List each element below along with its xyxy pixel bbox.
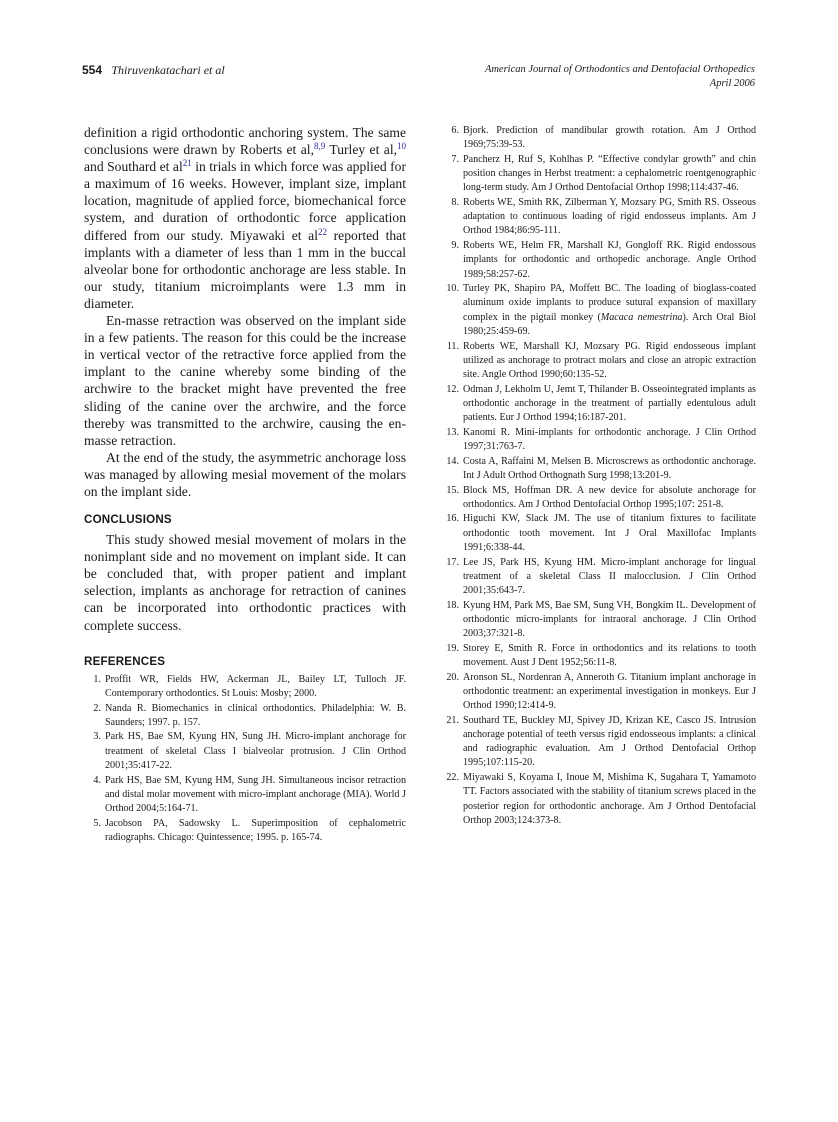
reference-number: 1. bbox=[93, 673, 101, 685]
citation-link[interactable]: 22 bbox=[318, 226, 327, 237]
discussion-paragraph-2: En-masse retraction was observed on the implant side in a few patients. The reason for this could be the increase in vertical vector of the retractive force applied from the implant to the canine whereby some binding of the archwire to the bracket might have prevented the free sliding of the canine over the archwire, and the force thereby was transmitted to the archwire, causing the en-masse retraction. bbox=[84, 313, 406, 448]
reference-number: 2. bbox=[93, 702, 101, 714]
text-run: Turley et al, bbox=[325, 142, 397, 158]
running-author: Thiruvenkatachari et al bbox=[111, 63, 225, 77]
reference-item bbox=[441, 512, 756, 555]
reference-item bbox=[441, 124, 756, 152]
header-right bbox=[485, 63, 755, 91]
reference-number: 8. bbox=[451, 197, 459, 209]
header-left bbox=[82, 63, 225, 78]
reference-text: Lee JS, Park HS, Kyung HM. Micro-implant anchorage for lingual treatment of a skeletal Class II malocclusion. J Clin Orthod 2001;35:643-7. bbox=[463, 556, 756, 596]
reference-text: Higuchi KW, Slack JM. The use of titanium fixtures to facilitate orthodontic tooth movement. Int J Oral Maxillofac Implants 1991;6:338-44. bbox=[463, 513, 756, 553]
reference-text: Turley PK, Shapiro PA, Moffett BC. The loading of bioglass-coated aluminum oxide implants to produce sutural expansion of maxillary complex in the pigtail monkey ( bbox=[463, 283, 756, 323]
citation-link[interactable]: 8,9 bbox=[313, 141, 326, 152]
reference-item bbox=[441, 426, 756, 454]
reference-number: 13. bbox=[446, 426, 459, 438]
citation-link[interactable]: 10 bbox=[397, 141, 406, 152]
reference-number: 14. bbox=[446, 455, 459, 467]
discussion-paragraph-3: At the end of the study, the asymmetric anchorage loss was managed by allowing mesial movement of the molars on the implant side. bbox=[84, 449, 406, 499]
reference-text: Park HS, Bae SM, Kyung HM, Sung JH. Simultaneous incisor retraction and distal molar movement with micro-implant anchorage (MIA). World J Orthod 2004;5:164-71. bbox=[105, 774, 406, 814]
reference-number: 4. bbox=[93, 774, 101, 786]
reference-item bbox=[84, 702, 406, 730]
reference-number: 22. bbox=[446, 772, 459, 784]
reference-list-left bbox=[84, 673, 406, 845]
text-run: and Southard et al bbox=[84, 159, 183, 175]
reference-number: 15. bbox=[446, 484, 459, 496]
reference-text: Park HS, Bae SM, Kyung HN, Sung JH. Micro-implant anchorage for treatment of skeletal Class I bialveolar protrusion. J Clin Orthod 2001;35:417-22. bbox=[105, 731, 406, 771]
species-name: Macaca nemestrina bbox=[600, 311, 683, 323]
reference-text: Miyawaki S, Koyama I, Inoue M, Mishima K, Sugahara T, Yamamoto TT. Factors associated with the stability of titanium screws placed in the posterior region for orthodontic anchorage. Am J Orthod Dentofacial Orthop 2003;124:373-8. bbox=[463, 772, 756, 826]
conclusions-heading: CONCLUSIONS bbox=[84, 513, 172, 527]
reference-item bbox=[441, 771, 756, 828]
reference-text: Kyung HM, Park MS, Bae SM, Sung VH, Bongkim IL. Development of orthodontic micro-implants for intraoral anchorage. J Clin Orthod 2003;37:321-8. bbox=[463, 599, 756, 640]
reference-text: Roberts WE, Marshall KJ, Mozsary PG. Rigid endosseous implant utilized as anchorage to protract molars and close an atropic extraction site. Angle Orthod 1990;60:135-52. bbox=[463, 340, 756, 380]
citation-link[interactable]: 21 bbox=[182, 158, 192, 169]
journal-title: American Journal of Orthodontics and Dentofacial Orthopedics bbox=[484, 64, 755, 75]
reference-item bbox=[441, 455, 756, 483]
reference-number: 7. bbox=[451, 153, 459, 165]
reference-number: 21. bbox=[446, 714, 459, 726]
reference-number: 6. bbox=[451, 125, 459, 136]
reference-text: Costa A, Raffaini M, Melsen B. Microscrews as orthodontic anchorage. Int J Adult Orthod Orthognath Surg 1998;13:201-9. bbox=[463, 455, 756, 481]
reference-text: Nanda R. Biomechanics in clinical orthodontics. Philadelphia: W. B. Saunders; 1997. p. 157. bbox=[105, 702, 406, 728]
reference-item bbox=[441, 282, 756, 339]
reference-text: Storey E, Smith R. Force in orthodontics and its relations to tooth movement. Aust J Dent 1952;56:11-8. bbox=[463, 642, 756, 669]
reference-number: 12. bbox=[446, 383, 459, 395]
reference-item bbox=[441, 671, 756, 714]
reference-number: 10. bbox=[446, 283, 459, 295]
reference-number: 16. bbox=[446, 513, 459, 525]
reference-item bbox=[84, 673, 406, 701]
page-number: 554 bbox=[82, 63, 103, 77]
references-heading: REFERENCES bbox=[84, 654, 166, 668]
reference-item bbox=[441, 642, 756, 670]
reference-text: Jacobson PA, Sadowsky L. Superimposition of cephalometric radiographs. Chicago: Quintessence; 1995. p. 165-74. bbox=[105, 817, 406, 843]
reference-number: 18. bbox=[446, 599, 459, 611]
text-run: definition a rigid orthodontic anchoring system. The same conclusions were drawn by Roberts et al, bbox=[84, 125, 406, 158]
issue-date: April 2006 bbox=[709, 78, 755, 89]
reference-text: Kanomi R. Mini-implants for orthodontic anchorage. J Clin Orthod 1997;31:763-7. bbox=[463, 426, 756, 452]
reference-number: 9. bbox=[451, 240, 459, 252]
discussion-paragraph-1 bbox=[84, 124, 406, 312]
text-run: reported that implants with a diameter of less than 1 mm in the buccal alveolar bone for orthodontic anchorage are less stable. In our study, titanium microimplants were 1.3 mm in diameter. bbox=[84, 227, 406, 311]
reference-item bbox=[441, 714, 756, 771]
reference-text: Bjork. Prediction of mandibular growth rotation. Am J Orthod 1969;75:39-53. bbox=[463, 125, 756, 151]
reference-text: Odman J, Lekholm U, Jemt T, Thilander B. Osseointegrated implants as orthodontic anchorage in the treatment of partially edentulous adult patients. Eur J Orthod 1994;16:187-201. bbox=[463, 383, 756, 424]
reference-item bbox=[441, 340, 756, 383]
reference-item bbox=[84, 817, 406, 845]
reference-list-right bbox=[441, 124, 756, 828]
reference-item bbox=[441, 383, 756, 426]
reference-item bbox=[441, 153, 756, 196]
reference-item bbox=[441, 556, 756, 599]
reference-text: ). Arch Oral Biol 1980;25:459-69. bbox=[463, 311, 756, 337]
reference-text: Proffit WR, Fields HW, Ackerman JL, Bailey LT, Tulloch JF. Contemporary orthodontics. St Louis: Mosby; 2000. bbox=[105, 673, 406, 699]
right-column bbox=[441, 124, 756, 828]
text-run: in trials in which force was applied for a maximum of 16 weeks. However, implant size, implant location, magnitude of applied force, biomechanical force system, and duration of orthodontic force application differed from our study. Miyawaki et al bbox=[84, 159, 406, 243]
reference-number: 20. bbox=[446, 671, 459, 683]
reference-item bbox=[84, 774, 406, 817]
reference-item bbox=[84, 730, 406, 773]
reference-text: Pancherz H, Ruf S, Kohlhas P. “Effective condylar growth” and chin position changes in Herbst treatment: a cephalometric roentgenographic long-term study. Am J Orthod Dentofacial Orthop 1998;114:437-46. bbox=[463, 153, 756, 194]
reference-text: Block MS, Hoffman DR. A new device for absolute anchorage for orthodontics. Am J Orthod Dentofacial Orthop 1995;107: 251-8. bbox=[463, 484, 756, 510]
reference-text: Aronson SL, Nordenran A, Anneroth G. Titanium implant anchorage in orthodontic treatment: an experimental investigation in monkeys. Eur J Orthod 1990;12:414-9. bbox=[463, 671, 756, 712]
running-header bbox=[82, 63, 755, 103]
reference-number: 19. bbox=[446, 642, 459, 654]
reference-item bbox=[441, 196, 756, 239]
reference-text: Roberts WE, Smith RK, Zilberman Y, Mozsary PG, Smith RS. Osseous adaptation to continuous loading of rigid endosseus implants. Am J Orthod 1984;86:95-111. bbox=[463, 197, 756, 237]
reference-item bbox=[441, 484, 756, 512]
reference-item bbox=[441, 599, 756, 642]
reference-number: 5. bbox=[93, 817, 101, 829]
left-column bbox=[84, 124, 406, 846]
reference-item bbox=[441, 239, 756, 282]
reference-number: 3. bbox=[93, 731, 101, 743]
conclusions-paragraph: This study showed mesial movement of molars in the nonimplant side and no movement on implant side. It can be concluded that, with proper patient and implant selection, implants as anchorage for retraction of canines can be incorporated into orthodontic practices with complete success. bbox=[84, 532, 406, 633]
reference-text: Southard TE, Buckley MJ, Spivey JD, Krizan KE, Casco JS. Intrusion anchorage potential of teeth versus rigid endosseous implants: a clinical and radiographic evaluation. Am J Orthod Dentofacial Orthop 1995;107:115-20. bbox=[463, 714, 756, 769]
reference-text: Roberts WE, Helm FR, Marshall KJ, Gongloff RK. Rigid endossous implants for orthodontic and orthopedic anchorage. Angle Orthod 1989;58:257-62. bbox=[463, 240, 756, 280]
reference-number: 17. bbox=[446, 556, 459, 568]
reference-number: 11. bbox=[446, 340, 459, 352]
